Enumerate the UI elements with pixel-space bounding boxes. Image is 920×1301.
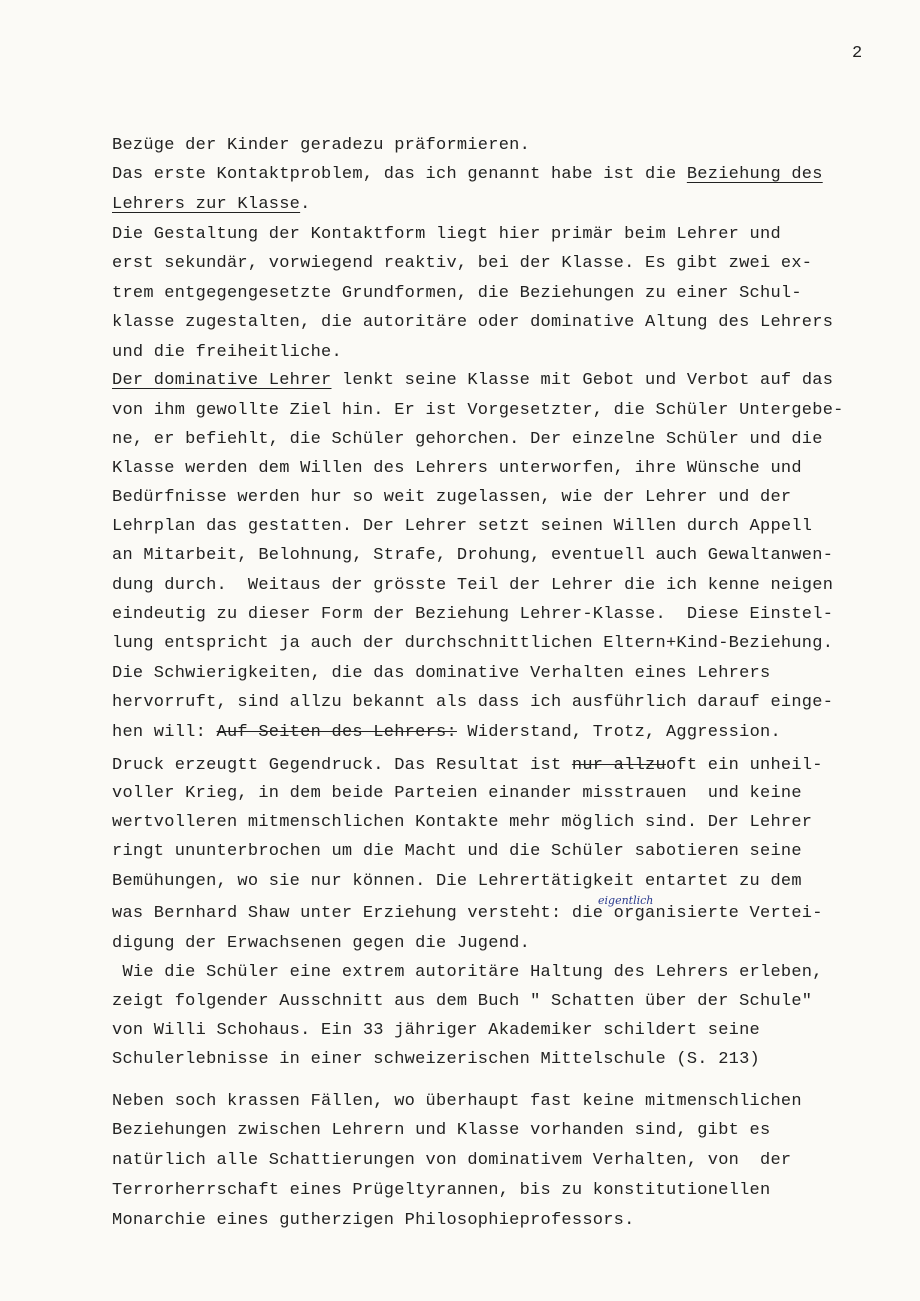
text-line-22	[112, 756, 823, 775]
text-line-37	[112, 1211, 635, 1230]
text: Wie die Schüler eine extrem autoritäre Haltung des Lehrers erleben,	[112, 963, 823, 982]
text-line-12	[112, 459, 802, 478]
text: klasse zugestalten, die autoritäre oder dominative Altung des Lehrers	[112, 313, 834, 332]
underlined-text: Lehrers zur Klasse	[112, 195, 301, 214]
text: oft ein unheil-	[665, 756, 823, 775]
text-line-36	[112, 1181, 770, 1200]
underlined-text: Beziehung des	[686, 165, 823, 184]
text-line-19	[112, 664, 770, 683]
text-line-32	[112, 1050, 760, 1069]
struck-text: Auf Seiten des Lehrers:	[216, 723, 457, 742]
text-line-14	[112, 517, 812, 536]
text: Die Gestaltung der Kontaktform liegt hier primär beim Lehrer und	[112, 225, 781, 244]
text-line-3	[112, 195, 311, 214]
text-line-9	[112, 371, 833, 390]
text: Bemühungen, wo sie nur können. Die Lehrertätigkeit entartet zu dem	[112, 872, 802, 891]
struck-text: nur allzu	[571, 756, 666, 775]
text-line-33	[112, 1092, 802, 1111]
text-line-31	[112, 1021, 760, 1040]
text: Schulerlebnisse in einer schweizerischen Mittelschule (S. 213)	[112, 1050, 761, 1069]
text: zeigt folgender Ausschnitt aus dem Buch " Schatten über der Schule"	[112, 992, 813, 1011]
text: .	[300, 195, 311, 214]
text-line-35	[112, 1151, 791, 1170]
text-line-11	[112, 430, 823, 449]
text: ringt ununterbrochen um die Macht und die Schüler sabotieren seine	[112, 842, 802, 861]
text-line-24	[112, 813, 812, 832]
text: und die freiheitliche.	[112, 343, 342, 362]
text: Bezüge der Kinder geradezu präformieren.	[112, 136, 531, 155]
text-line-6	[112, 284, 802, 303]
text: lung entspricht ja auch der durchschnittlichen Eltern+Kind-Beziehung.	[112, 634, 834, 653]
text-line-7	[112, 313, 833, 332]
text-line-25	[112, 842, 802, 861]
text-line-26	[112, 872, 802, 891]
text: was Bernhard Shaw unter Erziehung versteht: die organisierte Vertei-	[112, 904, 823, 923]
text: Klasse werden dem Willen des Lehrers unterworfen, ihre Wünsche und	[112, 459, 802, 478]
page-number: 2	[852, 44, 863, 63]
text: digung der Erwachsenen gegen die Jugend.	[112, 934, 531, 953]
text-line-15	[112, 546, 833, 565]
text: Widerstand, Trotz, Aggression.	[456, 723, 781, 742]
text: von ihm gewollte Ziel hin. Er ist Vorgesetzter, die Schüler Untergebe-	[112, 401, 844, 420]
text: trem entgegengesetzte Grundformen, die Beziehungen zu einer Schul-	[112, 284, 802, 303]
text: wertvolleren mitmenschlichen Kontakte mehr möglich sind. Der Lehrer	[112, 813, 813, 832]
underlined-text: Der dominative Lehrer	[112, 371, 332, 390]
handwritten-note: eigentlich	[598, 894, 654, 907]
text: Monarchie eines gutherzigen Philosophieprofessors.	[112, 1211, 635, 1230]
text: an Mitarbeit, Belohnung, Strafe, Drohung, eventuell auch Gewaltanwen-	[112, 546, 834, 565]
text-line-21	[112, 723, 781, 742]
text: voller Krieg, in dem beide Parteien einander misstrauen und keine	[112, 784, 802, 803]
text-line-16	[112, 576, 833, 595]
text-line-18	[112, 634, 833, 653]
text: von Willi Schohaus. Ein 33 jähriger Akademiker schildert seine	[112, 1021, 761, 1040]
text: ne, er befiehlt, die Schüler gehorchen. Der einzelne Schüler und die	[112, 430, 823, 449]
text: Die Schwierigkeiten, die das dominative Verhalten eines Lehrers	[112, 664, 771, 683]
text: eindeutig zu dieser Form der Beziehung Lehrer-Klasse. Diese Einstel-	[112, 605, 834, 624]
text: Beziehungen zwischen Lehrern und Klasse vorhanden sind, gibt es	[112, 1121, 771, 1140]
text-line-20	[112, 693, 833, 712]
text: Bedürfnisse werden hur so weit zugelassen, wie der Lehrer und der	[112, 488, 792, 507]
text-line-2	[112, 165, 823, 184]
text-line-10	[112, 401, 844, 420]
text: hen will:	[112, 723, 217, 742]
text: Lehrplan das gestatten. Der Lehrer setzt seinen Willen durch Appell	[112, 517, 813, 536]
text-line-23	[112, 784, 802, 803]
text: Druck erzeugtt Gegendruck. Das Resultat ist	[112, 756, 572, 775]
text-line-29	[112, 963, 823, 982]
text: hervorruft, sind allzu bekannt als dass ich ausführlich darauf einge-	[112, 693, 834, 712]
text-line-17	[112, 605, 833, 624]
text-line-34	[112, 1121, 770, 1140]
text-line-30	[112, 992, 812, 1011]
text: erst sekundär, vorwiegend reaktiv, bei der Klasse. Es gibt zwei ex-	[112, 254, 813, 273]
text: dung durch. Weitaus der grösste Teil der Lehrer die ich kenne neigen	[112, 576, 834, 595]
text: Terrorherrschaft eines Prügeltyrannen, bis zu konstitutionellen	[112, 1181, 771, 1200]
text-line-8	[112, 343, 342, 362]
text-line-5	[112, 254, 812, 273]
text-line-1	[112, 136, 530, 155]
text: Das erste Kontaktproblem, das ich genannt habe ist die	[112, 165, 687, 184]
text: natürlich alle Schattierungen von dominativem Verhalten, von der	[112, 1151, 792, 1170]
text-line-28	[112, 934, 530, 953]
text-line-13	[112, 488, 791, 507]
text: lenkt seine Klasse mit Gebot und Verbot auf das	[331, 371, 834, 390]
text-line-4	[112, 225, 781, 244]
text-line-27	[112, 904, 823, 923]
text: Neben soch krassen Fällen, wo überhaupt fast keine mitmenschlichen	[112, 1092, 802, 1111]
